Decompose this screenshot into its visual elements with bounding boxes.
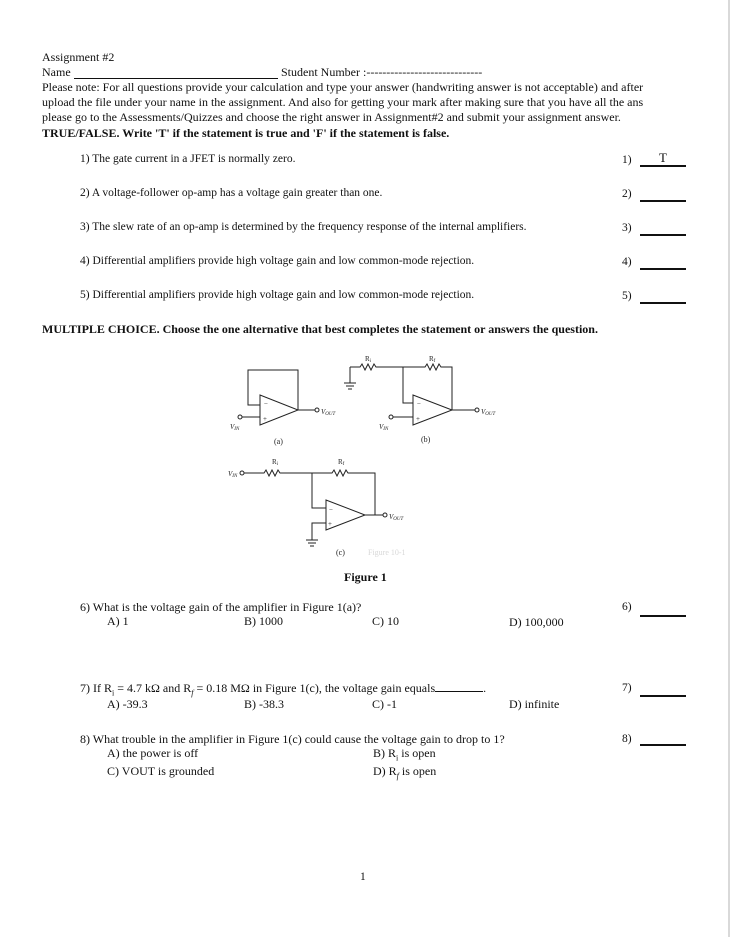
q6-num: 6) (622, 601, 632, 613)
q8-b-post: is open (398, 746, 436, 760)
svg-text:Ri (272, 458, 279, 467)
q6-text: 6) What is the voltage gain of the amplifier in Figure 1(a)? (80, 600, 362, 614)
q8-option-b[interactable] (373, 746, 436, 762)
c-plus-sign: + (328, 520, 332, 528)
q8-b-sub: i (396, 753, 399, 763)
note-line-2: upload the file under your name in the assignment. And also for getting your mark after making sure that you have all the ans (42, 95, 644, 109)
q8-answer[interactable] (640, 730, 686, 746)
tf-question-3: 3) The slew rate of an op-amp is determined by the frequency response of the internal amplifiers. (80, 221, 527, 233)
q7-blank (435, 691, 483, 692)
svg-text:VOUT (389, 513, 405, 522)
circuit-a (230, 370, 337, 446)
page-number: 1 (360, 871, 366, 883)
tf-question-1: 1) The gate current in a JFET is normally zero. (80, 153, 296, 165)
q7-option-c[interactable]: C) -1 (372, 697, 397, 711)
a-vin-sub: IN (234, 427, 240, 432)
student-number-label: Student Number :----------------------------- (281, 65, 483, 79)
a-plus-sign: + (263, 415, 267, 423)
svg-text:VIN (379, 423, 389, 432)
b-rf-sub: f (433, 359, 436, 364)
true-false-heading: TRUE/FALSE. Write 'T' if the statement is true and 'F' if the statement is false. (42, 126, 450, 140)
q8-d-pre: D) R (373, 764, 397, 778)
tf-num-2: 2) (622, 188, 632, 200)
svg-text:Rf (429, 355, 436, 364)
name-field[interactable] (74, 78, 278, 79)
svg-text:Rf (338, 458, 345, 467)
a-vin-label: V (230, 423, 235, 431)
q6-option-c[interactable]: C) 10 (372, 614, 399, 628)
q8-option-a[interactable]: A) the power is off (107, 746, 199, 760)
c-ri-sub: i (276, 462, 279, 467)
c-ri-label: R (272, 458, 277, 466)
tf-question-4: 4) Differential amplifiers provide high voltage gain and low common-mode rejection. (80, 255, 475, 267)
q7-sub-f: f (191, 688, 194, 698)
q8-b-pre: B) R (373, 746, 397, 760)
tf-question-2: 2) A voltage-follower op-amp has a voltage gain greater than one. (80, 187, 383, 199)
svg-text:VIN (230, 423, 240, 432)
q8-option-d[interactable] (373, 764, 436, 780)
label-c: (c) (336, 548, 345, 557)
tf-num-4: 4) (622, 256, 632, 268)
q7-text (80, 681, 486, 697)
q7-answer[interactable] (640, 681, 686, 697)
tf-num-1: 1) (622, 154, 632, 166)
q8-d-post: is open (398, 764, 437, 778)
faded-figure-label: Figure 10-1 (368, 548, 406, 557)
q7-option-b[interactable]: B) -38.3 (244, 697, 284, 711)
svg-text:VOUT (321, 408, 337, 417)
c-minus-sign: − (329, 506, 333, 514)
c-vin-label: V (228, 470, 233, 478)
tf-answer-2[interactable] (640, 186, 686, 202)
a-vout-label: V (321, 408, 326, 416)
name-label: Name (42, 65, 71, 79)
tf-answer-4[interactable] (640, 254, 686, 270)
multiple-choice-heading: MULTIPLE CHOICE. Choose the one alternative that best completes the statement or answers the question. (42, 322, 598, 336)
q6-answer[interactable] (640, 601, 686, 617)
note-line-1: Please note: For all questions provide your calculation and type your answer (handwriting answer is not acceptable) and after (42, 80, 644, 94)
a-minus-sign: − (264, 400, 268, 408)
q8-text: 8) What trouble in the amplifier in Figure 1(c) could cause the voltage gain to drop to 1? (80, 732, 505, 746)
b-vin-label: V (379, 423, 384, 431)
tf-num-3: 3) (622, 222, 632, 234)
tf-answer-3[interactable] (640, 220, 686, 236)
q7-num: 7) (622, 682, 632, 694)
tf-answer-1[interactable]: T (640, 151, 686, 167)
b-vin-sub: IN (383, 427, 389, 432)
q8-num: 8) (622, 733, 632, 745)
c-vin-sub: IN (232, 474, 238, 479)
svg-text:VIN (228, 470, 238, 479)
q6-option-b[interactable]: B) 1000 (244, 614, 283, 628)
figure-caption: Figure 1 (344, 570, 387, 584)
svg-text:Ri (365, 355, 372, 364)
label-b: (b) (421, 435, 431, 444)
q8-option-c[interactable]: C) VOUT is grounded (107, 764, 215, 778)
circuit-b (344, 355, 497, 444)
q7-sub-i: i (112, 688, 115, 698)
note-line-3: please go to the Assessments/Quizzes and choose the right answer in Assignment#2 and submit your assignment answer. (42, 110, 621, 124)
c-vout-sub: OUT (393, 517, 404, 522)
c-rf-sub: f (342, 462, 345, 467)
q7-text-pre: 7) If R (80, 681, 112, 695)
tf-question-5: 5) Differential amplifiers provide high voltage gain and low common-mode rejection. (80, 289, 475, 301)
q7-option-d[interactable]: D) infinite (509, 697, 560, 711)
c-rf-label: R (338, 458, 343, 466)
b-vout-sub: OUT (485, 412, 496, 417)
svg-text:VOUT (481, 408, 497, 417)
assignment-title: Assignment #2 (42, 50, 115, 64)
c-vout-label: V (389, 513, 394, 521)
q7-option-a[interactable]: A) -39.3 (107, 697, 148, 711)
q7-text-end: . (483, 681, 487, 695)
b-vout-label: V (481, 408, 486, 416)
b-rf-label: R (429, 355, 434, 363)
figure-1-circuits (200, 345, 520, 565)
tf-answer-5[interactable] (640, 288, 686, 304)
q7-text-post: = 0.18 MΩ in Figure 1(c), the voltage gain equals (193, 681, 436, 695)
circuit-c (228, 458, 406, 557)
label-a: (a) (274, 437, 283, 446)
tf-num-5: 5) (622, 290, 632, 302)
a-vout-sub: OUT (325, 412, 336, 417)
b-minus-sign: − (417, 400, 421, 408)
q8-d-sub: f (396, 771, 399, 781)
b-ri-label: R (365, 355, 370, 363)
b-plus-sign: + (416, 415, 420, 423)
q6-option-d[interactable]: D) 100,000 (509, 615, 564, 629)
q6-option-a[interactable]: A) 1 (107, 614, 129, 628)
b-ri-sub: i (369, 359, 372, 364)
q7-text-mid: = 4.7 kΩ and R (114, 681, 192, 695)
